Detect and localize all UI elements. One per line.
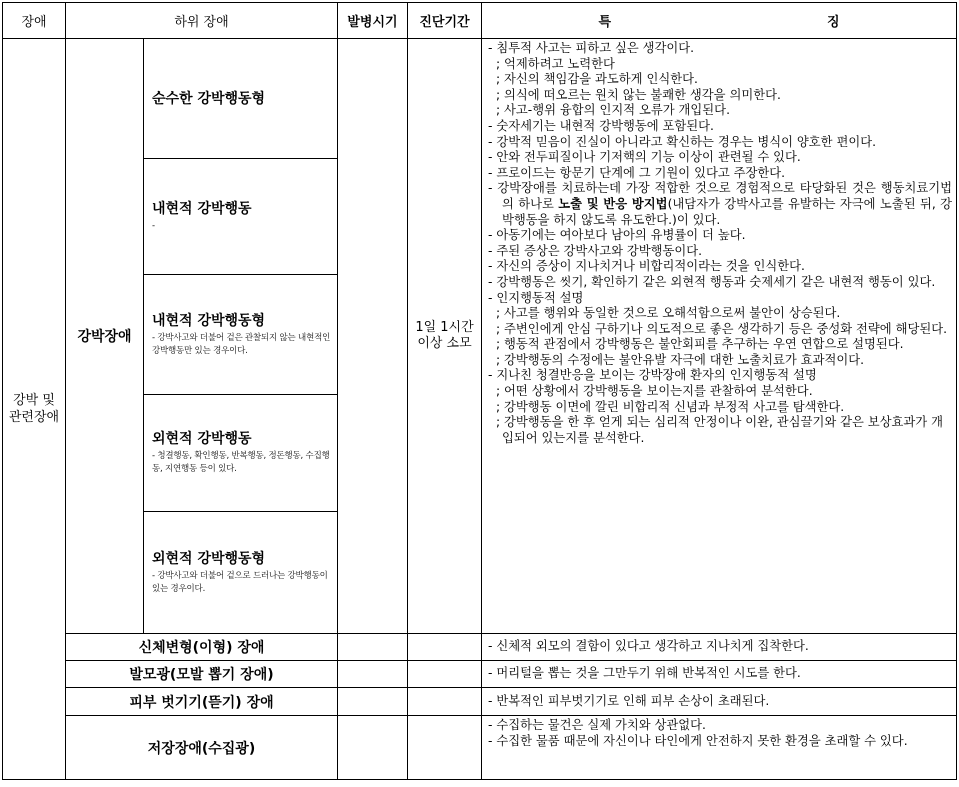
disorder-name: 신체변형(이형) 장애 (66, 634, 338, 661)
feature-item: ; 강박행동 이면에 깔린 비합리적 신념과 부정적 사고를 탐색한다. (496, 399, 845, 414)
disorder-row (3, 688, 957, 716)
feature-item: ; 자신의 책임감을 과도하게 인식한다. (496, 72, 698, 87)
feature-item: - 강박행동은 씻기, 확인하기 같은 외현적 행동과 숫제세기 같은 내현적 행동이 있다. (488, 274, 936, 289)
disorder-table (2, 2, 957, 780)
subtype-cell (144, 159, 338, 275)
disorder-features (482, 688, 957, 716)
feature-item: - 침투적 사고는 피하고 싶은 생각이다. (488, 41, 695, 55)
header-duration: 진단기간 (408, 3, 482, 39)
header-disorder: 장애 (3, 3, 66, 39)
feature-item: - 신체적 외모의 결함이 있다고 생각하고 지나치게 집착한다. (488, 639, 809, 654)
disorder-name: 피부 벗기기(뜯기) 장애 (66, 688, 338, 716)
disorder-name: 발모광(모발 뽑기 장애) (66, 661, 338, 688)
onset-cell (338, 661, 408, 688)
feature-item: - 숫자세기는 내현적 강박행동에 포함된다. (488, 118, 714, 133)
feature-item: - 반복적인 피부벗기기로 인해 피부 손상이 초래된다. (488, 693, 770, 708)
feature-item: - 강박장애를 치료하는데 가장 적합한 것으로 경험적으로 타당화된 것은 행동치료기법의 하나로 노출 및 반응 방지법(내담자가 강박사고를 유발하는 자극에 노출된 뒤, 강박행동을 하지 않도록 유도한다.)이 있다. (488, 181, 952, 227)
duration-text: 1일 1시간 이상 소모 (415, 320, 474, 351)
header-features-1: 특 (598, 15, 611, 30)
header-row (3, 3, 957, 39)
feature-item: - 머리털을 뽑는 것을 그만두기 위해 반복적인 시도를 한다. (488, 666, 801, 681)
ocd-features (482, 39, 957, 634)
header-subtype: 하위 장애 (66, 3, 338, 39)
feature-item: - 주된 증상은 강박사고와 강박행동이다. (488, 243, 703, 258)
duration-cell (408, 39, 482, 634)
feature-item: - 자신의 증상이 지나치거나 비합리적이라는 것을 인식한다. (488, 259, 805, 274)
disorder-row (3, 716, 957, 780)
disorder-features (482, 716, 957, 780)
disorder-name: 저장장애(수집광) (66, 716, 338, 780)
subtype-cell (144, 512, 338, 634)
subtype-cell (144, 395, 338, 512)
feature-item: - 수집한 물품 때문에 자신이나 타인에게 안전하지 못한 환경을 초래할 수 있다. (488, 733, 908, 748)
onset-cell (338, 716, 408, 780)
feature-item: - 프로이드는 항문기 단계에 그 기원이 있다고 주장한다. (488, 165, 786, 180)
feature-item: - 지나친 청결반응을 보이는 강박장애 환자의 인지행동적 설명 (488, 368, 817, 383)
subtype-row (3, 39, 957, 159)
ocd-label: 강박장애 (66, 39, 144, 634)
feature-item: ; 어떤 상황에서 강박행동을 보이는지를 관찰하여 분석한다. (496, 384, 813, 399)
disorder-features (482, 634, 957, 661)
feature-item: ; 억제하려고 노력한다 (496, 56, 615, 71)
header-features (482, 3, 957, 39)
duration-cell (408, 634, 482, 661)
subtype-title: 내현적 강박행동 (152, 201, 252, 217)
feature-item: ; 사고-행위 융합의 인지적 오류가 개입된다. (496, 103, 730, 118)
onset-cell (338, 39, 408, 634)
subtype-cell (144, 39, 338, 159)
feature-item: ; 주변인에게 안심 구하기나 의도적으로 좋은 생각하기 등은 중성화 전략에 해당된다. (496, 321, 948, 336)
subtype-cell (144, 275, 338, 395)
feature-item: ; 사고를 행위와 동일한 것으로 오해석함으로써 불안이 상승된다. (496, 306, 841, 321)
duration-cell (408, 688, 482, 716)
header-onset: 발병시기 (338, 3, 408, 39)
feature-item: - 아동기에는 여아보다 남아의 유병률이 더 높다. (488, 228, 746, 243)
group-name-text: 강박 및 관련장애 (8, 393, 60, 425)
disorder-row (3, 634, 957, 661)
subtype-title: 내현적 강박행동형 (152, 312, 266, 329)
duration-cell (408, 716, 482, 780)
subtype-title: 외현적 강박행동 (152, 431, 252, 447)
feature-item: ; 강박행동의 수정에는 불안유발 자극에 대한 노출치료가 효과적이다. (496, 352, 865, 367)
feature-item: ; 의식에 떠오르는 원치 않는 불쾌한 생각을 의미한다. (496, 87, 781, 102)
subtype-title: 외현적 강박행동형 (152, 550, 266, 567)
subtype-note: - 강박사고와 더불어 겉은 관찰되지 않는 내현적인 강박행동만 있는 경우이다. (152, 332, 331, 356)
feature-item: - 수집하는 물건은 실제 가치와 상관없다. (488, 718, 706, 732)
feature-item: - 안와 전두피질이나 기저핵의 기능 이상이 관련될 수 있다. (488, 150, 801, 165)
subtype-title: 순수한 강박행동형 (152, 90, 266, 107)
header-features-2: 징 (827, 15, 840, 30)
group-name (3, 39, 66, 780)
erp-term: 노출 및 반응 방지법 (558, 196, 668, 211)
feature-item: - 강박적 믿음이 진실이 아니라고 확신하는 경우는 병식이 양호한 편이다. (488, 134, 877, 149)
subtype-note: - 청결행동, 확인행동, 반복행동, 정돈행동, 수집행동, 지연행동 등이 있다. (152, 451, 330, 474)
onset-cell (338, 688, 408, 716)
feature-item: - 인지행동적 설명 (488, 290, 584, 305)
subtype-note: - (152, 221, 155, 231)
onset-cell (338, 634, 408, 661)
disorder-row (3, 661, 957, 688)
feature-item: ; 강박행동을 한 후 얻게 되는 심리적 안정이나 이완, 관심끌기와 같은 보상효과가 개입되어 있는지를 분석한다. (496, 415, 943, 445)
duration-cell (408, 661, 482, 688)
disorder-features (482, 661, 957, 688)
subtype-note: - 강박사고와 더불어 겉으로 드러나는 강박행동이 있는 경우이다. (152, 570, 328, 594)
feature-item: ; 행동적 관점에서 강박행동은 불안회피를 추구하는 우연 연합으로 설명된다. (496, 337, 904, 352)
